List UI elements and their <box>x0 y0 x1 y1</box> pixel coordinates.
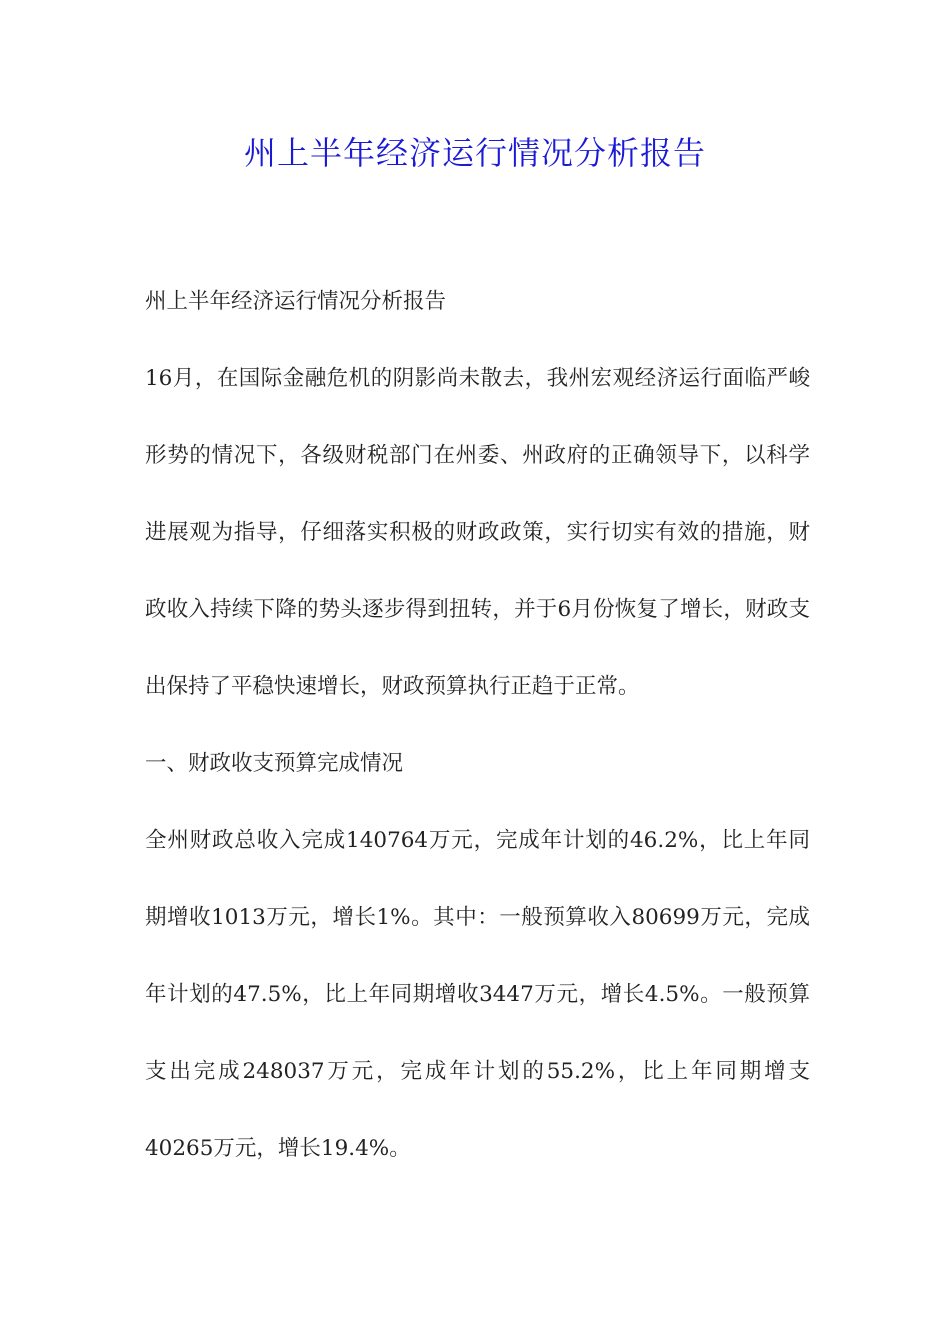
intro-paragraph: 16月，在国际金融危机的阴影尚未散去，我州宏观经济运行面临严峻形势的情况下，各级财税部门在州委、州政府的正确领导下，以科学进展观为指导，仔细落实积极的财政政策，实行切实有效的措施，财政收入持续下降的势头逐步得到扭转，并于6月份恢复了增长，财政支出保持了平稳快速增长，财政预算执行正趋于正常。 <box>145 366 810 699</box>
revenue-paragraph: 全州财政总收入完成140764万元，完成年计划的46.2%，比上年同期增收1013万元，增长1%。其中：一般预算收入80699万元，完成年计划的47.5%，比上年同期增收3447万元，增长4.5%。一般预算支出完成248037万元，完成年计划的55.2%，比上年同期增支40265万元，增长19.4%。 <box>145 828 810 1161</box>
document-title: 州上半年经济运行情况分析报告 <box>243 134 706 172</box>
subtitle-paragraph: 州上半年经济运行情况分析报告 <box>145 289 447 314</box>
section-heading: 一、财政收支预算完成情况 <box>145 751 404 776</box>
document-body <box>145 263 810 1187</box>
